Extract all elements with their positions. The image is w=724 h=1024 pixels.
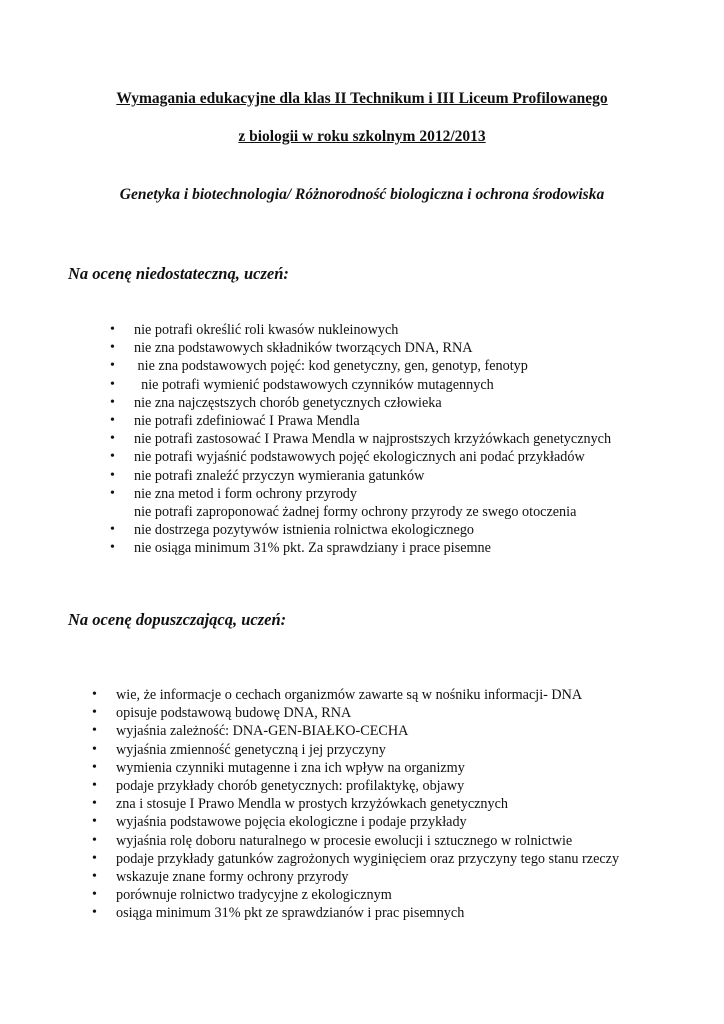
bullet-icon: • [110,394,115,410]
bullet-icon: • [110,322,115,337]
list-item [110,357,611,375]
list-item [110,412,611,430]
list-item [92,850,620,868]
list-item-text: nie potrafi określić roli kwasów nukleinowych [134,322,399,338]
list-item-text: nie potrafi wyjaśnić podstawowych pojęć ekologicznych ani podać przykładów [134,449,585,466]
list-item-text: wyjaśnia zależność: DNA-GEN-BIAŁKO-CECHA [116,723,409,740]
list-item-text: podaje przykłady gatunków zagrożonych wyginięciem oraz przyczyny tego stanu rzeczy [116,850,620,867]
bullet-icon: • [92,814,97,830]
list-item-text: opisuje podstawową budowę DNA, RNA [116,705,352,722]
list-item-text: nie zna najczęstszych chorób genetycznych człowieka [134,394,442,411]
bullet-icon: • [92,887,97,903]
list-item-text: wymienia czynniki mutagenne i zna ich wpływ na organizmy [116,759,465,776]
list-item-text: wie, że informacje o cechach organizmów zawarte są w nośniku informacji- DNA [116,687,583,703]
bullet-icon: • [92,723,97,739]
list-item [110,448,611,466]
section2-heading: Na ocenę dopuszczającą, uczeń: [68,610,287,629]
list-item-text: wyjaśnia rolę doboru naturalnego w procesie ewolucji i sztucznego w rolnictwie [116,832,573,849]
list-item [92,722,619,740]
bullet-icon: • [92,687,97,702]
list-item-text: wyjaśnia podstawowe pojęcia ekologiczne i podaje przykłady [116,814,467,831]
section2-list [92,686,620,922]
bullet-icon: • [92,759,97,775]
document-title-line2: z biologii w roku szkolnym 2012/2013 [238,128,486,145]
list-item-text: osiąga minimum 31% pkt ze sprawdzianów i prac pisemnych [116,905,465,922]
list-item [92,813,619,831]
list-item [92,832,619,850]
list-item [92,795,619,813]
list-item-text: wskazuje znane formy ochrony przyrody [116,868,349,885]
bullet-icon: • [92,832,97,848]
list-item [92,704,619,722]
list-item [110,339,611,357]
list-item-text: zna i stosuje I Prawo Mendla w prostych krzyżówkach genetycznych [116,796,508,813]
list-item [92,886,619,904]
list-item [110,521,611,539]
bullet-icon: • [92,705,97,721]
list-item [110,467,611,485]
document-title-line1: Wymagania edukacyjne dla klas II Technikum i III Liceum Profilowanego [116,90,608,107]
bullet-icon: • [110,467,115,483]
bullet-icon: • [92,777,97,793]
list-item [110,376,611,394]
list-item [92,686,619,704]
bullet-icon: • [92,850,97,866]
bullet-icon: • [110,485,115,501]
bullet-icon: • [92,905,97,921]
bullet-icon: • [110,540,115,556]
list-item-text: nie potrafi znaleźć przyczyn wymierania gatunków [134,467,425,484]
bullet-icon: • [92,868,97,884]
list-item [110,539,611,557]
bullet-icon: • [110,449,115,465]
list-item [92,759,619,777]
list-item-text: nie potrafi zdefiniować I Prawa Mendla [134,412,360,429]
list-item [110,430,612,448]
list-item-text: porównuje rolnictwo tradycyjne z ekologicznym [116,887,392,904]
bullet-icon: • [110,522,115,538]
list-item [110,321,611,339]
list-item [92,904,619,922]
list-item-text: nie potrafi zaproponować żadnej formy ochrony przyrody ze swego otoczenia [134,503,577,520]
list-item [110,394,611,412]
list-item-text: nie potrafi wymienić podstawowych czynników mutagennych [134,376,494,393]
section1-list [110,321,612,557]
list-item [110,485,611,503]
list-item-text: wyjaśnia zmienność genetyczną i jej przyczyny [116,741,386,758]
list-item [92,868,619,886]
list-item-text: nie zna podstawowych składników tworzących DNA, RNA [134,340,473,357]
document-subtitle: Genetyka i biotechnologia/ Różnorodność biologiczna i ochrona środowiska [119,186,605,203]
list-item [92,777,619,795]
list-item [92,741,619,759]
list-item-continuation [134,503,611,521]
bullet-icon: • [110,340,115,356]
list-item-text: nie osiąga minimum 31% pkt. Za sprawdziany i prace pisemne [134,540,491,557]
bullet-icon: • [92,796,97,812]
bullet-icon: • [110,412,115,428]
list-item-text: nie zna podstawowych pojęć: kod genetyczny, gen, genotyp, fenotyp [134,358,528,375]
list-item-text: nie dostrzega pozytywów istnienia rolnictwa ekologicznego [134,522,475,539]
bullet-icon: • [92,741,97,757]
list-item-text: nie potrafi zastosować I Prawa Mendla w najprostszych krzyżówkach genetycznych [134,431,612,448]
bullet-icon: • [110,376,115,392]
bullet-icon: • [110,431,115,447]
list-item-text: nie zna metod i form ochrony przyrody [134,485,357,502]
bullet-icon: • [110,358,115,374]
section1-heading: Na ocenę niedostateczną, uczeń: [68,264,289,283]
list-item-text: podaje przykłady chorób genetycznych: profilaktykę, objawy [116,777,465,794]
